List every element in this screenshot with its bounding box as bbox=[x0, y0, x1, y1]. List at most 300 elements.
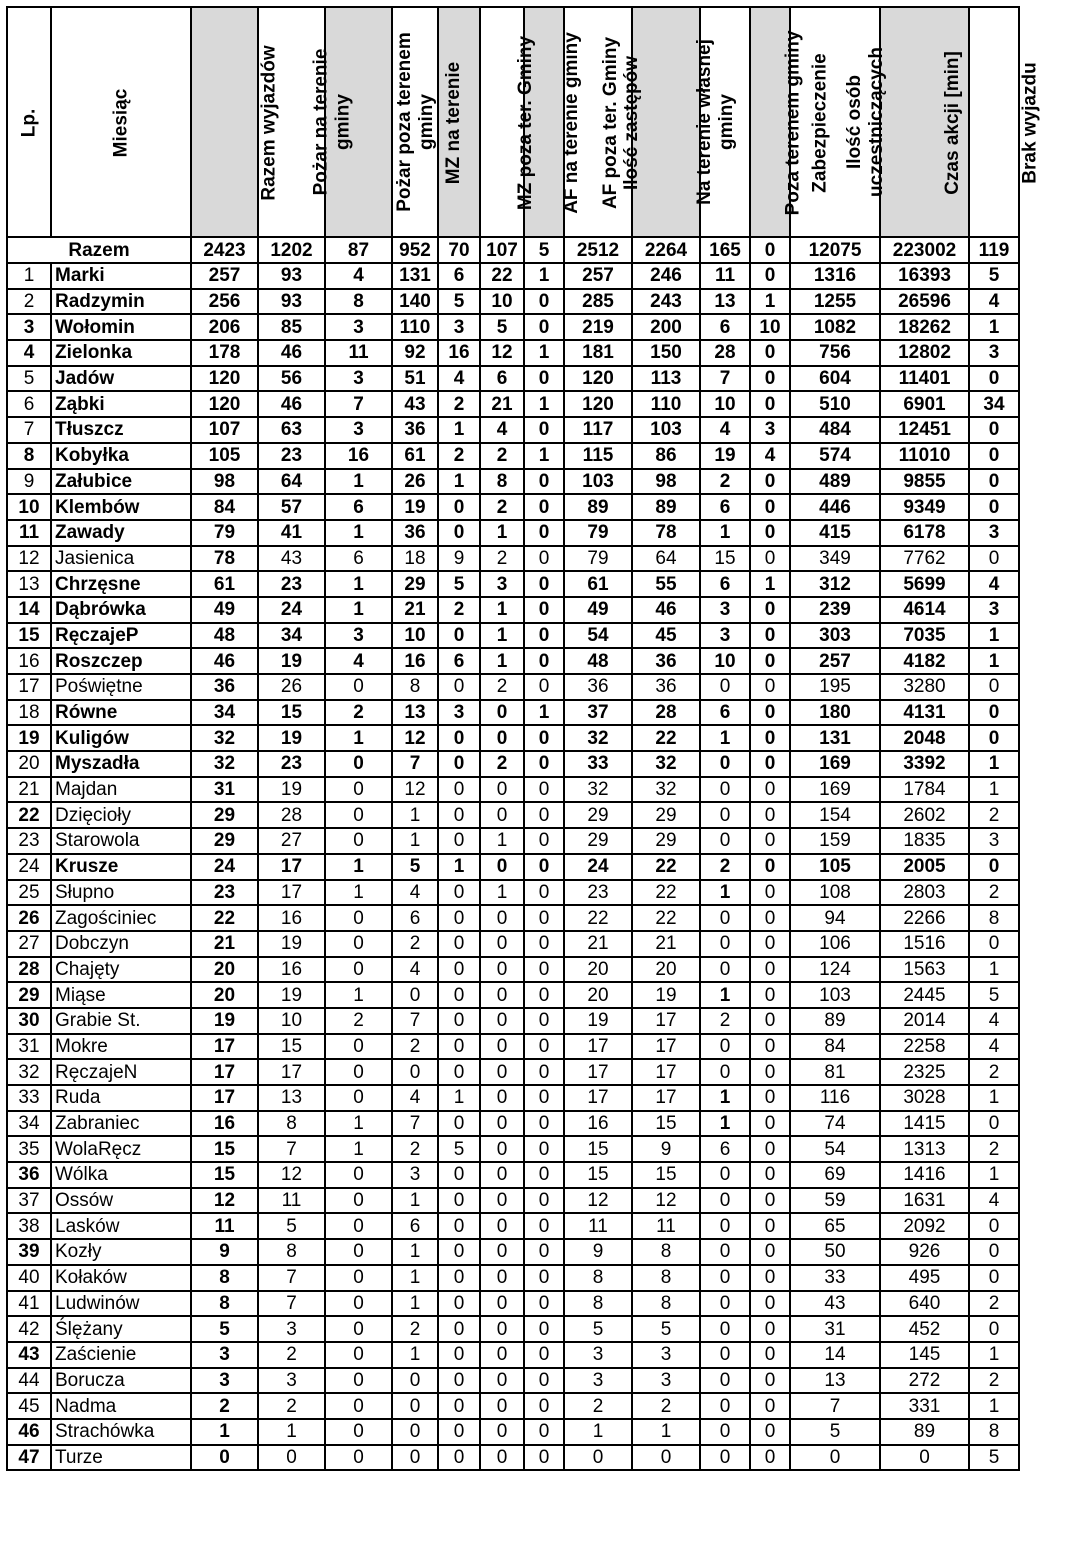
header-label bbox=[810, 53, 832, 192]
cell-pozar_teren: 34 bbox=[258, 623, 325, 649]
cell-razem: 49 bbox=[191, 597, 258, 623]
cell-osob: 303 bbox=[790, 623, 880, 649]
cell-mz_poza: 0 bbox=[438, 1008, 480, 1034]
cell-poza_gminy: 13 bbox=[700, 289, 750, 315]
cell-zabezp: 0 bbox=[750, 982, 790, 1008]
total-mz_teren: 952 bbox=[392, 237, 438, 263]
total-razem: 2423 bbox=[191, 237, 258, 263]
cell-wlasnej: 15 bbox=[632, 1162, 700, 1188]
cell-poza_gminy: 2 bbox=[700, 469, 750, 495]
cell-pozar_poza: 0 bbox=[325, 1368, 392, 1394]
table-row bbox=[7, 957, 1019, 983]
cell-czas: 1784 bbox=[880, 777, 969, 803]
total-mz_poza: 70 bbox=[438, 237, 480, 263]
cell-zastepow: 12 bbox=[564, 1188, 632, 1214]
cell-czas: 11010 bbox=[880, 443, 969, 469]
cell-zastepow: 16 bbox=[564, 1111, 632, 1137]
cell-af_poza: 0 bbox=[524, 751, 564, 777]
cell-mz_teren: 0 bbox=[392, 1368, 438, 1394]
cell-czas: 4131 bbox=[880, 700, 969, 726]
cell-osob: 124 bbox=[790, 957, 880, 983]
row-number: 26 bbox=[7, 905, 51, 931]
header-label bbox=[1020, 62, 1042, 183]
cell-af_teren: 0 bbox=[480, 1136, 524, 1162]
cell-razem: 20 bbox=[191, 982, 258, 1008]
cell-wlasnej: 1 bbox=[632, 1419, 700, 1445]
cell-mz_poza: 0 bbox=[438, 802, 480, 828]
cell-pozar_poza: 1 bbox=[325, 1136, 392, 1162]
cell-pozar_teren: 93 bbox=[258, 289, 325, 315]
cell-zastepow: 11 bbox=[564, 1213, 632, 1239]
cell-brak: 0 bbox=[969, 417, 1019, 443]
cell-pozar_teren: 19 bbox=[258, 982, 325, 1008]
total-pozar_teren: 1202 bbox=[258, 237, 325, 263]
cell-mz_teren: 61 bbox=[392, 443, 438, 469]
table-row bbox=[7, 1213, 1019, 1239]
cell-czas: 2048 bbox=[880, 725, 969, 751]
row-number: 46 bbox=[7, 1419, 51, 1445]
header-label-line: Razem wyjazdów bbox=[258, 44, 280, 201]
cell-poza_gminy: 0 bbox=[700, 777, 750, 803]
cell-brak: 34 bbox=[969, 391, 1019, 417]
cell-osob: 14 bbox=[790, 1342, 880, 1368]
cell-mz_poza: 0 bbox=[438, 828, 480, 854]
cell-zastepow: 61 bbox=[564, 571, 632, 597]
cell-mz_poza: 0 bbox=[438, 1419, 480, 1445]
cell-poza_gminy: 2 bbox=[700, 1008, 750, 1034]
cell-zastepow: 20 bbox=[564, 982, 632, 1008]
cell-af_teren: 2 bbox=[480, 494, 524, 520]
table-row bbox=[7, 1316, 1019, 1342]
cell-czas: 6901 bbox=[880, 391, 969, 417]
cell-af_poza: 0 bbox=[524, 1034, 564, 1060]
cell-pozar_poza: 0 bbox=[325, 777, 392, 803]
cell-razem: 9 bbox=[191, 1239, 258, 1265]
header-label-line: gminy bbox=[332, 94, 354, 150]
cell-pozar_poza: 0 bbox=[325, 905, 392, 931]
unit-name: RęczajeP bbox=[51, 623, 191, 649]
table-row bbox=[7, 1265, 1019, 1291]
cell-poza_gminy: 7 bbox=[700, 366, 750, 392]
cell-pozar_poza: 1 bbox=[325, 854, 392, 880]
header-label bbox=[844, 47, 888, 197]
cell-poza_gminy: 1 bbox=[700, 520, 750, 546]
cell-wlasnej: 28 bbox=[632, 700, 700, 726]
unit-name: Ząbki bbox=[51, 391, 191, 417]
cell-poza_gminy: 0 bbox=[700, 1316, 750, 1342]
cell-pozar_poza: 3 bbox=[325, 417, 392, 443]
cell-brak: 0 bbox=[969, 546, 1019, 572]
cell-razem: 105 bbox=[191, 443, 258, 469]
table-row bbox=[7, 1368, 1019, 1394]
table-row bbox=[7, 623, 1019, 649]
cell-af_teren: 5 bbox=[480, 314, 524, 340]
cell-zabezp: 0 bbox=[750, 802, 790, 828]
cell-zastepow: 79 bbox=[564, 546, 632, 572]
cell-pozar_teren: 15 bbox=[258, 1034, 325, 1060]
cell-pozar_teren: 10 bbox=[258, 1008, 325, 1034]
cell-pozar_teren: 19 bbox=[258, 777, 325, 803]
cell-brak: 3 bbox=[969, 520, 1019, 546]
cell-pozar_poza: 4 bbox=[325, 263, 392, 289]
cell-mz_teren: 12 bbox=[392, 725, 438, 751]
cell-razem: 107 bbox=[191, 417, 258, 443]
cell-zabezp: 0 bbox=[750, 1265, 790, 1291]
cell-brak: 1 bbox=[969, 623, 1019, 649]
cell-mz_poza: 0 bbox=[438, 880, 480, 906]
unit-name: Kołaków bbox=[51, 1265, 191, 1291]
cell-zastepow: 54 bbox=[564, 623, 632, 649]
cell-wlasnej: 0 bbox=[632, 1445, 700, 1471]
cell-wlasnej: 89 bbox=[632, 494, 700, 520]
cell-mz_poza: 5 bbox=[438, 1136, 480, 1162]
cell-pozar_poza: 0 bbox=[325, 1188, 392, 1214]
cell-razem: 23 bbox=[191, 880, 258, 906]
header-label bbox=[310, 49, 354, 196]
table-row bbox=[7, 802, 1019, 828]
cell-mz_teren: 0 bbox=[392, 1445, 438, 1471]
cell-zastepow: 29 bbox=[564, 802, 632, 828]
cell-zastepow: 20 bbox=[564, 957, 632, 983]
cell-wlasnej: 113 bbox=[632, 366, 700, 392]
cell-brak: 1 bbox=[969, 1393, 1019, 1419]
cell-razem: 15 bbox=[191, 1162, 258, 1188]
header-label bbox=[561, 32, 583, 214]
table-row bbox=[7, 289, 1019, 315]
header-label bbox=[694, 39, 738, 205]
row-number: 37 bbox=[7, 1188, 51, 1214]
cell-poza_gminy: 0 bbox=[700, 1445, 750, 1471]
cell-zabezp: 0 bbox=[750, 623, 790, 649]
cell-brak: 8 bbox=[969, 1419, 1019, 1445]
cell-mz_poza: 3 bbox=[438, 314, 480, 340]
cell-wlasnej: 8 bbox=[632, 1239, 700, 1265]
cell-pozar_teren: 41 bbox=[258, 520, 325, 546]
header-label bbox=[18, 108, 40, 137]
header-label-line: uczestniczących bbox=[865, 47, 887, 197]
cell-czas: 1835 bbox=[880, 828, 969, 854]
cell-brak: 4 bbox=[969, 1034, 1019, 1060]
header-label-line: Na terenie własnej bbox=[693, 39, 715, 205]
cell-razem: 120 bbox=[191, 366, 258, 392]
unit-name: Kuligów bbox=[51, 725, 191, 751]
unit-name: Tłuszcz bbox=[51, 417, 191, 443]
cell-mz_teren: 8 bbox=[392, 674, 438, 700]
cell-razem: 8 bbox=[191, 1265, 258, 1291]
cell-czas: 1416 bbox=[880, 1162, 969, 1188]
cell-mz_teren: 1 bbox=[392, 1239, 438, 1265]
cell-af_poza: 0 bbox=[524, 725, 564, 751]
cell-osob: 446 bbox=[790, 494, 880, 520]
cell-zabezp: 0 bbox=[750, 597, 790, 623]
cell-mz_teren: 10 bbox=[392, 623, 438, 649]
cell-osob: 169 bbox=[790, 777, 880, 803]
row-number: 16 bbox=[7, 648, 51, 674]
cell-poza_gminy: 3 bbox=[700, 597, 750, 623]
cell-wlasnej: 22 bbox=[632, 905, 700, 931]
cell-mz_poza: 5 bbox=[438, 571, 480, 597]
cell-zastepow: 5 bbox=[564, 1316, 632, 1342]
unit-name: Zabraniec bbox=[51, 1111, 191, 1137]
row-number: 36 bbox=[7, 1162, 51, 1188]
cell-czas: 2325 bbox=[880, 1059, 969, 1085]
table-row bbox=[7, 571, 1019, 597]
header-label-line: AF poza ter. Gminy bbox=[600, 36, 622, 209]
header-name bbox=[51, 7, 191, 237]
total-poza_gminy: 165 bbox=[700, 237, 750, 263]
cell-zabezp: 0 bbox=[750, 957, 790, 983]
cell-osob: 116 bbox=[790, 1085, 880, 1111]
cell-af_poza: 0 bbox=[524, 1445, 564, 1471]
header-label bbox=[621, 55, 643, 189]
cell-pozar_teren: 63 bbox=[258, 417, 325, 443]
cell-af_teren: 0 bbox=[480, 982, 524, 1008]
header-label-line: Ilość osób bbox=[843, 75, 865, 169]
cell-mz_teren: 6 bbox=[392, 905, 438, 931]
cell-pozar_poza: 0 bbox=[325, 1265, 392, 1291]
row-number: 32 bbox=[7, 1059, 51, 1085]
cell-poza_gminy: 1 bbox=[700, 1085, 750, 1111]
cell-af_poza: 0 bbox=[524, 623, 564, 649]
cell-razem: 0 bbox=[191, 1445, 258, 1471]
cell-zabezp: 0 bbox=[750, 366, 790, 392]
cell-poza_gminy: 6 bbox=[700, 494, 750, 520]
cell-af_poza: 0 bbox=[524, 1342, 564, 1368]
cell-razem: 17 bbox=[191, 1059, 258, 1085]
cell-zabezp: 3 bbox=[750, 417, 790, 443]
cell-zastepow: 17 bbox=[564, 1085, 632, 1111]
cell-pozar_teren: 85 bbox=[258, 314, 325, 340]
cell-osob: 1082 bbox=[790, 314, 880, 340]
cell-pozar_teren: 19 bbox=[258, 725, 325, 751]
cell-czas: 2803 bbox=[880, 880, 969, 906]
cell-brak: 5 bbox=[969, 1445, 1019, 1471]
unit-name: Wołomin bbox=[51, 314, 191, 340]
table-row bbox=[7, 1188, 1019, 1214]
cell-osob: 604 bbox=[790, 366, 880, 392]
cell-pozar_teren: 64 bbox=[258, 469, 325, 495]
cell-brak: 1 bbox=[969, 751, 1019, 777]
cell-af_teren: 6 bbox=[480, 366, 524, 392]
row-number: 18 bbox=[7, 700, 51, 726]
cell-wlasnej: 9 bbox=[632, 1136, 700, 1162]
cell-pozar_poza: 0 bbox=[325, 802, 392, 828]
total-af_poza: 5 bbox=[524, 237, 564, 263]
cell-poza_gminy: 19 bbox=[700, 443, 750, 469]
header-label-line: Pożar poza terenem bbox=[393, 32, 415, 212]
cell-osob: 5 bbox=[790, 1419, 880, 1445]
cell-pozar_teren: 17 bbox=[258, 1059, 325, 1085]
table-row bbox=[7, 1162, 1019, 1188]
total-pozar_poza: 87 bbox=[325, 237, 392, 263]
cell-af_teren: 3 bbox=[480, 571, 524, 597]
cell-czas: 16393 bbox=[880, 263, 969, 289]
cell-pozar_poza: 0 bbox=[325, 1393, 392, 1419]
cell-razem: 8 bbox=[191, 1291, 258, 1317]
header-label-line: Ilość zastępów bbox=[621, 55, 643, 190]
cell-af_teren: 0 bbox=[480, 1342, 524, 1368]
cell-af_poza: 1 bbox=[524, 391, 564, 417]
cell-wlasnej: 19 bbox=[632, 982, 700, 1008]
cell-poza_gminy: 10 bbox=[700, 648, 750, 674]
unit-name: Dzięcioły bbox=[51, 802, 191, 828]
cell-brak: 2 bbox=[969, 1368, 1019, 1394]
cell-wlasnej: 3 bbox=[632, 1342, 700, 1368]
cell-zastepow: 19 bbox=[564, 1008, 632, 1034]
cell-zastepow: 115 bbox=[564, 443, 632, 469]
cell-poza_gminy: 6 bbox=[700, 700, 750, 726]
cell-af_poza: 0 bbox=[524, 289, 564, 315]
cell-pozar_poza: 1 bbox=[325, 1111, 392, 1137]
row-number: 14 bbox=[7, 597, 51, 623]
cell-razem: 19 bbox=[191, 1008, 258, 1034]
cell-mz_teren: 1 bbox=[392, 1188, 438, 1214]
cell-osob: 131 bbox=[790, 725, 880, 751]
cell-osob: 94 bbox=[790, 905, 880, 931]
header-label bbox=[443, 61, 465, 183]
table-row bbox=[7, 828, 1019, 854]
cell-pozar_poza: 1 bbox=[325, 571, 392, 597]
cell-pozar_teren: 46 bbox=[258, 391, 325, 417]
row-number: 22 bbox=[7, 802, 51, 828]
cell-brak: 0 bbox=[969, 674, 1019, 700]
unit-name: Słupno bbox=[51, 880, 191, 906]
header-label-line: Lp. bbox=[18, 108, 39, 137]
cell-pozar_teren: 0 bbox=[258, 1445, 325, 1471]
cell-razem: 257 bbox=[191, 263, 258, 289]
cell-wlasnej: 22 bbox=[632, 725, 700, 751]
table-row bbox=[7, 1059, 1019, 1085]
cell-af_poza: 0 bbox=[524, 905, 564, 931]
cell-pozar_poza: 0 bbox=[325, 1316, 392, 1342]
cell-razem: 31 bbox=[191, 777, 258, 803]
cell-mz_teren: 43 bbox=[392, 391, 438, 417]
cell-af_teren: 2 bbox=[480, 751, 524, 777]
cell-zabezp: 0 bbox=[750, 725, 790, 751]
unit-name: Starowola bbox=[51, 828, 191, 854]
unit-name: Turze bbox=[51, 1445, 191, 1471]
cell-mz_teren: 1 bbox=[392, 1342, 438, 1368]
cell-pozar_teren: 57 bbox=[258, 494, 325, 520]
table-row bbox=[7, 1085, 1019, 1111]
cell-brak: 0 bbox=[969, 700, 1019, 726]
cell-osob: 74 bbox=[790, 1111, 880, 1137]
cell-zabezp: 0 bbox=[750, 263, 790, 289]
row-number: 31 bbox=[7, 1034, 51, 1060]
unit-name: Jadów bbox=[51, 366, 191, 392]
cell-osob: 59 bbox=[790, 1188, 880, 1214]
table-row bbox=[7, 931, 1019, 957]
table-row bbox=[7, 520, 1019, 546]
cell-af_poza: 0 bbox=[524, 1393, 564, 1419]
cell-mz_poza: 0 bbox=[438, 1291, 480, 1317]
row-number: 17 bbox=[7, 674, 51, 700]
row-number: 10 bbox=[7, 494, 51, 520]
cell-wlasnej: 3 bbox=[632, 1368, 700, 1394]
cell-zabezp: 0 bbox=[750, 494, 790, 520]
table-row bbox=[7, 905, 1019, 931]
cell-af_teren: 2 bbox=[480, 546, 524, 572]
cell-zastepow: 181 bbox=[564, 340, 632, 366]
cell-af_poza: 0 bbox=[524, 1419, 564, 1445]
cell-poza_gminy: 6 bbox=[700, 1136, 750, 1162]
cell-osob: 105 bbox=[790, 854, 880, 880]
cell-poza_gminy: 0 bbox=[700, 1239, 750, 1265]
unit-name: Równe bbox=[51, 700, 191, 726]
unit-name: Marki bbox=[51, 263, 191, 289]
cell-czas: 12802 bbox=[880, 340, 969, 366]
cell-poza_gminy: 10 bbox=[700, 391, 750, 417]
cell-brak: 0 bbox=[969, 443, 1019, 469]
cell-brak: 5 bbox=[969, 982, 1019, 1008]
cell-razem: 79 bbox=[191, 520, 258, 546]
cell-zabezp: 0 bbox=[750, 1393, 790, 1419]
cell-czas: 4182 bbox=[880, 648, 969, 674]
cell-osob: 106 bbox=[790, 931, 880, 957]
cell-osob: 312 bbox=[790, 571, 880, 597]
cell-brak: 0 bbox=[969, 469, 1019, 495]
table-row bbox=[7, 494, 1019, 520]
cell-pozar_teren: 23 bbox=[258, 571, 325, 597]
cell-wlasnej: 29 bbox=[632, 802, 700, 828]
cell-razem: 3 bbox=[191, 1368, 258, 1394]
cell-zastepow: 3 bbox=[564, 1342, 632, 1368]
cell-brak: 1 bbox=[969, 1085, 1019, 1111]
table-row bbox=[7, 1445, 1019, 1471]
cell-razem: 3 bbox=[191, 1342, 258, 1368]
cell-af_poza: 1 bbox=[524, 263, 564, 289]
table-row bbox=[7, 700, 1019, 726]
cell-zabezp: 0 bbox=[750, 1213, 790, 1239]
cell-osob: 159 bbox=[790, 828, 880, 854]
cell-zastepow: 103 bbox=[564, 469, 632, 495]
cell-af_teren: 10 bbox=[480, 289, 524, 315]
cell-mz_teren: 7 bbox=[392, 751, 438, 777]
cell-czas: 2258 bbox=[880, 1034, 969, 1060]
cell-mz_poza: 1 bbox=[438, 1085, 480, 1111]
unit-name: Jasienica bbox=[51, 546, 191, 572]
unit-name: Radzymin bbox=[51, 289, 191, 315]
cell-af_poza: 0 bbox=[524, 1136, 564, 1162]
cell-razem: 84 bbox=[191, 494, 258, 520]
cell-pozar_poza: 1 bbox=[325, 880, 392, 906]
unit-name: Borucza bbox=[51, 1368, 191, 1394]
row-number: 5 bbox=[7, 366, 51, 392]
cell-pozar_teren: 8 bbox=[258, 1239, 325, 1265]
row-number: 21 bbox=[7, 777, 51, 803]
cell-czas: 18262 bbox=[880, 314, 969, 340]
header-label-line: MZ na terenie bbox=[443, 61, 465, 184]
cell-czas: 2266 bbox=[880, 905, 969, 931]
cell-zastepow: 89 bbox=[564, 494, 632, 520]
row-number: 33 bbox=[7, 1085, 51, 1111]
row-number: 42 bbox=[7, 1316, 51, 1342]
cell-zastepow: 0 bbox=[564, 1445, 632, 1471]
row-number: 39 bbox=[7, 1239, 51, 1265]
cell-brak: 1 bbox=[969, 648, 1019, 674]
cell-af_poza: 0 bbox=[524, 494, 564, 520]
cell-czas: 495 bbox=[880, 1265, 969, 1291]
cell-pozar_teren: 27 bbox=[258, 828, 325, 854]
cell-brak: 3 bbox=[969, 828, 1019, 854]
cell-wlasnej: 110 bbox=[632, 391, 700, 417]
unit-name: Poświętne bbox=[51, 674, 191, 700]
unit-name: Chrzęsne bbox=[51, 571, 191, 597]
cell-wlasnej: 36 bbox=[632, 648, 700, 674]
cell-brak: 5 bbox=[969, 263, 1019, 289]
cell-af_teren: 0 bbox=[480, 1393, 524, 1419]
cell-wlasnej: 5 bbox=[632, 1316, 700, 1342]
